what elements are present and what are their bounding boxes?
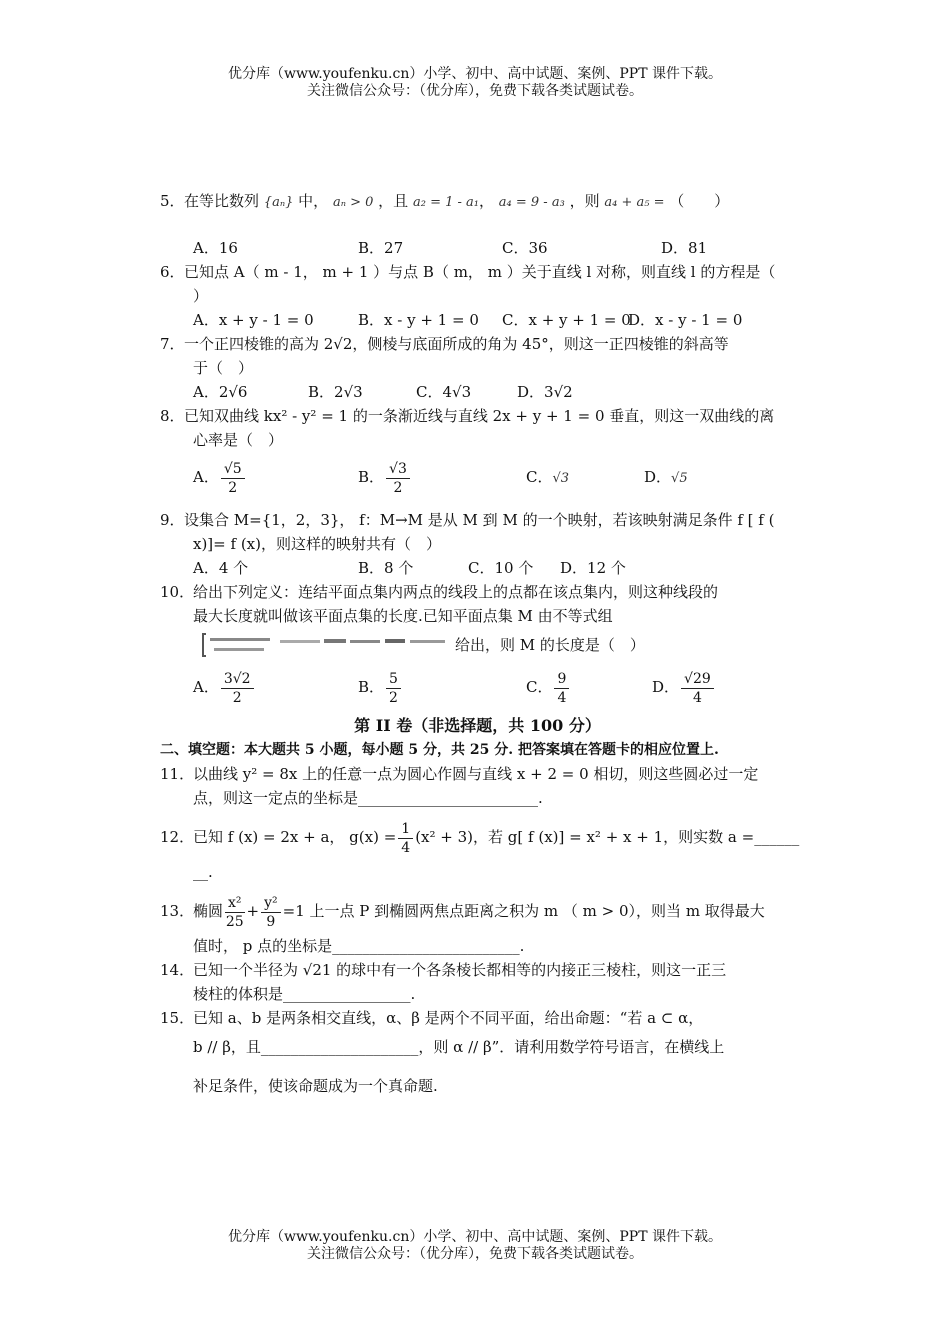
q5-text-c: ，且 (378, 192, 409, 210)
q8-option-d (644, 452, 688, 504)
q10-option-d-fraction (681, 670, 714, 707)
header-line-1: 优分库（www.youfenku.cn）小学、初中、高中试题、案例、PPT 课件下载。 (227, 66, 722, 82)
q14-text: 已知一个半径为 √21 的球中有一个各条棱长都相等的内接正三棱柱，则这一正三 (193, 961, 727, 979)
q8-number: 8． (160, 407, 185, 425)
q11-text-2: 点，则这一定点的坐标是________________________. (193, 789, 543, 807)
q9-number: 9． (160, 511, 185, 529)
q8-option-c-label: C． (526, 468, 553, 486)
q8-option-b-label: B． (358, 468, 385, 486)
exam-content (160, 186, 800, 1098)
header-line-2: 关注微信公众号：（优分库），免费下载各类试题试卷。 (307, 83, 643, 99)
q13-fraction-y (261, 894, 281, 931)
q7-option-b: B．2√3 (308, 383, 363, 401)
q9-options (160, 556, 795, 580)
question-15 (160, 1006, 795, 1030)
q7-option-d: D．3√2 (517, 383, 573, 401)
q12-fraction-numerator: 1 (398, 820, 413, 839)
q8-option-a-numerator: √5 (221, 460, 245, 479)
q7-option-c: C．4√3 (416, 383, 472, 401)
q9-option-d: D．12 个 (560, 559, 626, 577)
question-10 (160, 580, 795, 604)
q5-cond1: aₙ > 0 (332, 195, 374, 210)
q10-option-a-denominator: 2 (232, 689, 242, 706)
q15-text-2: b // β，且_____________________，则 α // β”．请利用数学符号语言，在横线上 (193, 1038, 725, 1056)
q10-text-3: 给出，则 M 的长度是（ ） (455, 636, 645, 654)
q8-option-a-fraction (221, 460, 245, 497)
q7-options (160, 380, 795, 404)
q6-option-d: D．x - y - 1 = 0 (628, 311, 743, 329)
q10-option-b-fraction (386, 670, 401, 707)
q14-text-2: 棱柱的体积是_________________. (193, 985, 416, 1003)
q12-text-a: 已知 f (x) = 2x + a， g(x) = (193, 828, 397, 846)
q13-fraction-x-numerator: x² (225, 894, 245, 913)
q5-text-d: ，则 (569, 192, 600, 210)
q9-option-c: C．10 个 (468, 559, 534, 577)
q8-option-b (358, 452, 412, 502)
q9-option-a: A．4 个 (193, 559, 249, 577)
question-14 (160, 958, 795, 982)
q8-option-b-fraction (386, 460, 410, 497)
q6-options (160, 308, 795, 332)
q6-option-c: C．x + y + 1 = 0 (502, 311, 631, 329)
q13-text-a: 椭圆 (193, 902, 224, 920)
q8-option-d-value: √5 (671, 471, 688, 486)
q13-text-2: 值时， p 点的坐标是_________________________. (193, 937, 525, 955)
q13-fraction-y-denominator: 9 (266, 913, 276, 930)
q12-text-b: (x² + 3)，若 g[ f (x)] = x² + x + 1，则实数 a =______ (415, 828, 800, 846)
q12-fraction-denominator: 4 (401, 839, 411, 856)
q10-text-2: 最大长度就叫做该平面点集的长度.已知平面点集 M 由不等式组 (193, 607, 613, 625)
q13-fraction-y-numerator: y² (261, 894, 281, 913)
q10-option-a-numerator: 3√2 (221, 670, 254, 689)
q11-text: 以曲线 y² = 8x 上的任意一点为圆心作圆与直线 x + 2 = 0 相切，则这些圆必过一定 (193, 765, 759, 783)
q6-text-2: ） (193, 287, 209, 305)
question-5 (160, 186, 795, 216)
q8-option-b-denominator: 2 (393, 479, 403, 496)
q5-option-c: C．36 (502, 239, 548, 257)
q10-option-c-label: C． (526, 678, 553, 696)
q5-target: a₄ + a₅ = (604, 195, 665, 210)
q15-text: 已知 a、b 是两条相交直线，α、β 是两个不同平面，给出命题：“若 a ⊂ α， (193, 1009, 704, 1027)
q10-option-d (652, 662, 716, 712)
q5-option-b: B．27 (358, 239, 404, 257)
q10-option-b-label: B． (358, 678, 385, 696)
q6-text: 已知点 A（ m - 1， m + 1 ）与点 B（ m， m ）关于直线 l 对称，则直线 l 的方程是（ (184, 263, 776, 281)
q8-option-a-denominator: 2 (228, 479, 238, 496)
q13-fraction-x (225, 894, 245, 931)
q5-text-b: 中， (298, 192, 329, 210)
q6-option-a: A．x + y - 1 = 0 (193, 311, 314, 329)
inequality-system-image (200, 630, 450, 660)
q10-option-b (358, 662, 403, 712)
footer-line-2: 关注微信公众号：（优分库），免费下载各类试题试卷。 (307, 1246, 643, 1262)
q10-option-d-denominator: 4 (692, 689, 702, 706)
q7-text-2: 于（ ） (193, 359, 254, 377)
q6-number: 6． (160, 263, 185, 281)
q5-text-a: 在等比数列 (184, 192, 260, 210)
q10-option-c-denominator: 4 (557, 689, 567, 706)
q13-text-b: =1 上一点 P 到椭圆两焦点距离之积为 m （ m > 0），则当 m 取得最大 (282, 902, 765, 920)
q7-option-a: A．2√6 (193, 383, 248, 401)
question-7 (160, 332, 795, 356)
q12-number: 12． (160, 828, 195, 846)
q8-option-a (193, 452, 247, 502)
q7-text: 一个正四棱锥的高为 2√2，侧棱与底面所成的角为 45°，则这一正四棱锥的斜高等 (184, 335, 729, 353)
q10-option-c-fraction (554, 670, 569, 707)
section-2-title: 第 II 卷（非选择题，共 100 分） (354, 716, 601, 735)
q10-option-b-numerator: 5 (386, 670, 401, 689)
q5-option-d: D．81 (661, 239, 708, 257)
footer-line-1: 优分库（www.youfenku.cn）小学、初中、高中试题、案例、PPT 课件下载。 (227, 1229, 722, 1245)
q10-options (160, 662, 795, 712)
blurred-inequality-graphic (200, 630, 450, 660)
q10-text: 给出下列定义：连结平面点集内两点的线段上的点都在该点集内，则这种线段的 (193, 583, 719, 601)
q12-fraction (398, 820, 413, 857)
question-11 (160, 762, 795, 786)
q5-paren: （ ） (669, 192, 730, 210)
q10-option-d-label: D． (652, 678, 680, 696)
q11-number: 11． (160, 765, 195, 783)
question-9 (160, 508, 795, 532)
q8-option-b-numerator: √3 (386, 460, 410, 479)
q10-option-a (193, 662, 256, 712)
q9-text-2: x)]= f (x)，则这样的映射共有（ ） (193, 535, 441, 553)
q13-fraction-x-denominator: 25 (225, 913, 244, 930)
q10-option-d-numerator: √29 (681, 670, 714, 689)
q5-seq: {aₙ} (263, 195, 294, 210)
q5-cond3: a₄ = 9 - a₃ (498, 195, 565, 210)
q7-number: 7． (160, 335, 185, 353)
q6-option-b: B．x - y + 1 = 0 (358, 311, 479, 329)
q10-option-a-fraction (221, 670, 254, 707)
section-2-heading: 二、填空题：本大题共 5 小题，每小题 5 分，共 25 分. 把答案填在答题卡的相应位置上. (160, 742, 719, 758)
q12-text-2: __. (193, 863, 213, 881)
q10-option-b-denominator: 2 (389, 689, 398, 706)
q9-option-b: B．8 个 (358, 559, 414, 577)
q5-option-a: A．16 (193, 239, 238, 257)
q10-option-c (526, 662, 571, 712)
q5-cond2: a₂ = 1 - a₁ (412, 195, 479, 210)
question-8 (160, 404, 795, 428)
question-6 (160, 260, 795, 284)
page-header (0, 66, 950, 100)
q10-number: 10． (160, 583, 195, 601)
q8-option-d-label: D． (644, 468, 672, 486)
q5-options (160, 236, 795, 260)
q9-text: 设集合 M={1，2，3}， f：M→M 是从 M 到 M 的一个映射，若该映射满足条件 f [ f ( (184, 511, 775, 529)
q8-options (160, 452, 795, 502)
q8-option-c (526, 452, 569, 504)
q8-text: 已知双曲线 kx² - y² = 1 的一条渐近线与直线 2x + y + 1 = 0 垂直，则这一双曲线的离 (184, 407, 775, 425)
question-12 (160, 814, 800, 860)
q13-number: 13． (160, 902, 195, 920)
q5-sep: ， (478, 192, 494, 210)
q5-number: 5． (160, 192, 185, 210)
q14-number: 14． (160, 961, 195, 979)
q13-plus: + (246, 902, 260, 920)
q15-text-3: 补足条件，使该命题成为一个真命题. (193, 1077, 438, 1095)
page-footer (0, 1229, 950, 1263)
q8-text-2: 心率是（ ） (193, 431, 284, 449)
q10-option-c-numerator: 9 (554, 670, 569, 689)
q8-option-a-label: A． (193, 468, 219, 486)
question-13 (160, 888, 795, 934)
q10-option-a-label: A． (193, 678, 219, 696)
q15-number: 15． (160, 1009, 195, 1027)
q8-option-c-value: √3 (552, 471, 570, 486)
